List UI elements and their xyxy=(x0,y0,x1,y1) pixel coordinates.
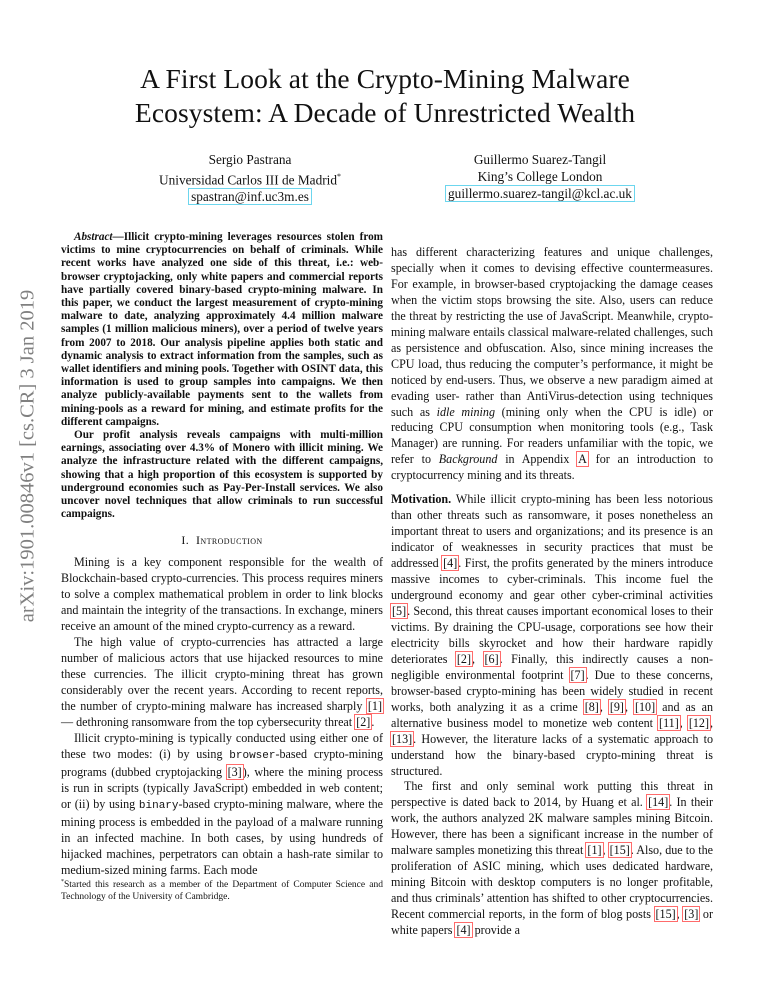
emphasis-term: idle mining xyxy=(436,404,495,419)
author-name: Sergio Pastrana xyxy=(208,152,292,167)
citation-link[interactable]: [4] xyxy=(456,923,471,938)
author-name: Guillermo Suarez-Tangil xyxy=(473,152,607,167)
intro-paragraph-2: The high value of crypto-currencies has attracted a large number of malicious actors that use hijacked resources to mine these currencies. The illicit crypto-mining threat has grown considerably over the recent years. According to recent reports, the number of crypto-mining malware has increased sharply [1] — dethroning ransomware from the top cybersecurity threat [2]. xyxy=(61,635,383,729)
citation-link[interactable]: [2] xyxy=(356,714,371,729)
citation-link[interactable]: [3] xyxy=(684,907,699,922)
citation-link[interactable]: [13] xyxy=(392,731,413,746)
footnote-text: Started this research as a member of the Department of Computer Science and Technology of the University of Cambridge. xyxy=(61,880,383,903)
author-block-1 xyxy=(110,151,390,205)
body-paragraph-continued: has different characterizing features and unique challenges, specially when it comes to devising effective countermeasures. For example, in browser-based cryptojacking the damage ceases when the victim stops browsing the site. Also, users can reduce the threat by restricting the use of JavaScript. Meanwhile, crypto-mining malware entails classical malware-related challenges, such as persistence and obfuscation. Also, since mining increases the CPU load, thus reducing the computer’s performance, it might be noticed by end-users. Thus, we observe a new paradigm aimed at evading user- rather than AntiVirus-detection using techniques such as idle mining (mining only when the CPU is idle) or reducing CPU consumption when monitoring tools (e.g., Task Manager) are running. For readers unfamiliar with the topic, we refer to Background in Appendix A for an introduction to cryptocurrency mining and its threats. xyxy=(391,245,713,483)
citation-link[interactable]: [10] xyxy=(634,699,656,714)
abstract-paragraph-2: Our profit analysis reveals campaigns with multi-million earnings, associating over 4.3% of Monero with illicit mining. We analyze the infrastructure related with the different campaigns, showing that a high proportion of this ecosystem is supported by underground economies such as Pay-Per-Install services. We also uncover novel techniques that allow criminals to run successful campaigns. xyxy=(61,429,383,521)
citation-link[interactable]: [2] xyxy=(456,651,472,666)
arxiv-identifier-text: arXiv:1901.00846v1 [cs.CR] 3 Jan 2019 xyxy=(16,289,39,623)
appendix-link[interactable]: A xyxy=(578,452,587,467)
paper-title xyxy=(60,62,710,130)
citation-link[interactable]: [3] xyxy=(227,764,242,779)
author-block-2 xyxy=(395,151,685,202)
related-work-paragraph: The first and only seminal work putting this threat in perspective is dated back to 2014, by Huang et al. [14]. In their work, the authors analyzed 2K malware samples mining Bitcoin. However, there has been a significant increase in the number of malware samples monetizing this threat [1], [15]. Also, due to the proliferation of ASIC mining, which uses dedicated hardware, mining Bitcoin with desktop computers is no longer profitable, and thus criminals’ attention has shifted to other cryptocurrencies. Recent commercial reports, in the form of blog posts [15], [3] or white papers [4] provide a xyxy=(391,779,713,938)
intro-paragraph-3: Illicit crypto-mining is typically conducted using either one of these two modes: (i) by using browser-based crypto-mining programs (dubbed cryptojacking [3]), where the mining process is run in scripts (typically JavaScript) embedded in web content; or (ii) by using binary-based crypto-mining malware, where the mining process is embedded in the payload of a malware running in an infected machine. In both cases, by using hundreds of hijacked machines, perpetrators can obtain a hash-rate similar to medium-sized mining farms. Each mode xyxy=(61,730,384,877)
citation-link[interactable]: [14] xyxy=(648,795,669,810)
left-column xyxy=(61,231,383,878)
citation-link[interactable]: [6] xyxy=(484,651,499,666)
citation-link[interactable]: [5] xyxy=(392,603,407,618)
author-email-link[interactable]: guillermo.suarez-tangil@kcl.ac.uk xyxy=(445,185,635,202)
abstract-label: Abstract xyxy=(74,231,113,243)
emphasis-term: Background xyxy=(438,452,498,467)
author-affiliation: King’s College London xyxy=(477,169,603,184)
footnote xyxy=(61,876,383,903)
citation-link[interactable]: [11] xyxy=(659,715,679,730)
section-heading-introduction: I. Introduction xyxy=(181,533,263,548)
abstract-paragraph-1: Abstract—Illicit crypto-mining leverages resources stolen from victims to mine cryptocurrencies on behalf of criminals. While recent works have analyzed one side of this threat, i.e.: web-browser cryptojacking, only white papers and commercial reports have partially covered binary-based crypto-mining malware. In this paper, we conduct the largest measurement of crypto-mining malware to date, analyzing approximately 4.4 million malware samples (1 million malicious miners), over a period of twelve years from 2007 to 2018. Our analysis pipeline applies both static and dynamic analysis to extract information from the samples, such as wallet identifiers and mining pools. Together with OSINT data, this information is used to group samples into campaigns. We then analyze publicly-available payments sent to the wallets from mining-pools as a reward for mining, and estimate profits for the different campaigns. xyxy=(61,231,383,428)
code-term: binary xyxy=(138,799,179,812)
title-line-1: A First Look at the Crypto-Mining Malware xyxy=(140,63,630,94)
citation-link[interactable]: [4] xyxy=(443,556,458,571)
title-line-2: Ecosystem: A Decade of Unrestricted Wealth xyxy=(134,97,636,128)
affiliation-footnote-mark: * xyxy=(336,172,341,181)
citation-link[interactable]: [1] xyxy=(367,699,382,713)
code-term: browser xyxy=(229,749,276,762)
citation-link[interactable]: [12] xyxy=(688,715,709,730)
citation-link[interactable]: [9] xyxy=(609,699,624,714)
citation-link[interactable]: [15] xyxy=(609,843,630,858)
footnote-mark: * xyxy=(61,879,64,885)
author-affiliation: Universidad Carlos III de Madrid* xyxy=(159,172,341,188)
motivation-label: Motivation. xyxy=(391,492,452,507)
citation-link[interactable]: [7] xyxy=(570,667,585,682)
citation-link[interactable]: [8] xyxy=(584,699,599,714)
motivation-paragraph: Motivation. While illicit crypto-mining has been less notorious than other threats such as ransomware, it poses nonetheless an important threat to users and organizations; and its presence is an indicator of weaknesses in security practices that must be addressed [4]. First, the profits generated by the miners introduce massive incomes to cyber-criminals. This income fuel the underground economy and gear other cyber-criminal activities [5]. Second, this threat causes important economical loses to their victims. By draining the CPU-usage, corporations see how their electricity bills skyrocket and how their hardware rapidly deteriorates [2], [6]. Finally, this indirectly causes a non-negligible environmental footprint [7]. Due to these concerns, browser-based crypto-mining has been widely studied in recent works, both analyzing it as a crime [8], [9], [10] and as an alternative business model to monetize web content [11], [12], [13]. However, the literature lacks of a systematic approach to understand how the binary-based crypto-mining threat is structured. xyxy=(391,492,714,778)
arxiv-identifier-stamp xyxy=(8,256,48,656)
intro-paragraph-1: Mining is a key component responsible for the wealth of Blockchain-based crypto-currencies. This process requires miners to solve a complex mathematical problem in order to link blocks and maintain the integrity of the transactions. In exchange, miners receive an amount of the mined crypto-currency as a reward. xyxy=(61,555,383,634)
right-column xyxy=(391,245,713,939)
author-email-link[interactable]: spastran@inf.uc3m.es xyxy=(188,188,312,205)
citation-link[interactable]: [15] xyxy=(655,907,676,922)
citation-link[interactable]: [1] xyxy=(587,843,602,858)
